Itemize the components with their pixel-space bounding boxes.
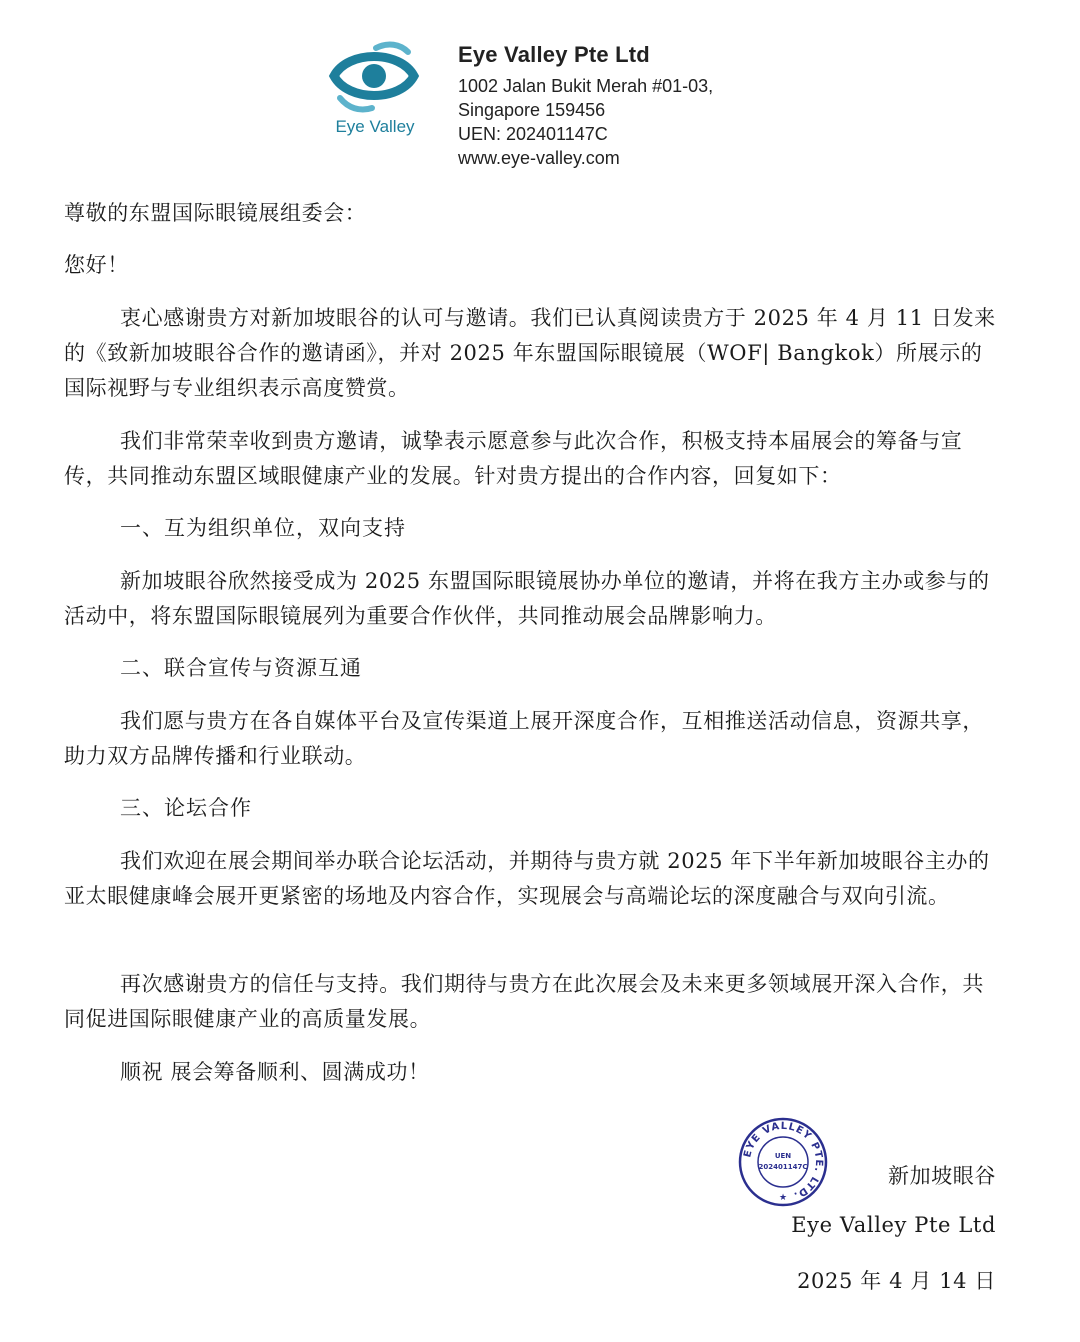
company-name: Eye Valley Pte Ltd <box>458 42 650 67</box>
company-uen: UEN: 202401147C <box>458 124 608 144</box>
svg-text:EYE VALLEY PTE. LTD. <box>742 1121 824 1201</box>
paragraph-promotion: 我们愿与贵方在各自媒体平台及宣传渠道上展开深度合作，互相推送活动信息，资源共享，助力双方品牌传播和行业联动。 <box>64 709 984 768</box>
company-logo <box>326 40 422 140</box>
paragraph-closing: 再次感谢贵方的信任与支持。我们期待与贵方在此次展会及未来更多领域展开深入合作，共同促进国际眼健康产业的高质量发展。 <box>64 972 984 1031</box>
heading-1: 一、互为组织单位，双向支持 <box>120 516 406 540</box>
letterhead <box>0 0 1080 190</box>
closing-wishes: 顺祝 展会筹备顺利、圆满成功！ <box>120 1060 430 1084</box>
paragraph-thanks: 衷心感谢贵方对新加坡眼谷的认可与邀请。我们已认真阅读贵方于 2025 年 4 月 11 日发来的《致新加坡眼谷合作的邀请函》，并对 2025 年东盟国际眼镜展（WOF| Bangkok）所展示的国际视野与专业组织表示高度赞赏。 <box>64 306 996 400</box>
signature-name-cn: 新加坡眼谷 <box>888 1164 996 1188</box>
logo-text: Eye Valley <box>335 117 415 136</box>
company-stamp <box>737 1116 829 1208</box>
signature-date: 2025 年 4 月 14 日 <box>797 1269 996 1293</box>
eye-logo-icon <box>326 40 422 120</box>
salutation: 尊敬的东盟国际眼镜展组委会： <box>64 201 367 225</box>
company-info <box>458 42 713 170</box>
paragraph-organizer: 新加坡眼谷欣然接受成为 2025 东盟国际眼镜展协办单位的邀请，并将在我方主办或参与的活动中，将东盟国际眼镜展列为重要合作伙伴，共同推动展会品牌影响力。 <box>64 569 990 628</box>
seal-icon <box>737 1116 829 1208</box>
stamp-ring-text: EYE VALLEY PTE. LTD. <box>742 1120 825 1202</box>
heading-2: 二、联合宣传与资源互通 <box>120 656 362 680</box>
stamp-uen-number: 202401147C <box>758 1163 808 1171</box>
company-website[interactable]: www.eye-valley.com <box>458 148 620 168</box>
greeting: 您好！ <box>64 253 129 277</box>
address-line-1: 1002 Jalan Bukit Merah #01-03, <box>458 76 714 96</box>
address-line-2: Singapore 159456 <box>458 100 606 120</box>
paragraph-acceptance: 我们非常荣幸收到贵方邀请，诚挚表示愿意参与此次合作，积极支持本届展会的筹备与宣传，共同推动东盟区域眼健康产业的发展。针对贵方提出的合作内容，回复如下： <box>64 429 963 488</box>
signature-name-en: Eye Valley Pte Ltd <box>791 1213 996 1237</box>
paragraph-forum: 我们欢迎在展会期间举办联合论坛活动，并期待与贵方就 2025 年下半年新加坡眼谷主办的亚太眼健康峰会展开更紧密的场地及内容合作，实现展会与高端论坛的深度融合与双向引流。 <box>64 849 990 908</box>
stamp-star-icon: ★ <box>778 1193 788 1203</box>
heading-3: 三、论坛合作 <box>120 796 252 820</box>
stamp-uen-label: UEN <box>774 1152 792 1160</box>
